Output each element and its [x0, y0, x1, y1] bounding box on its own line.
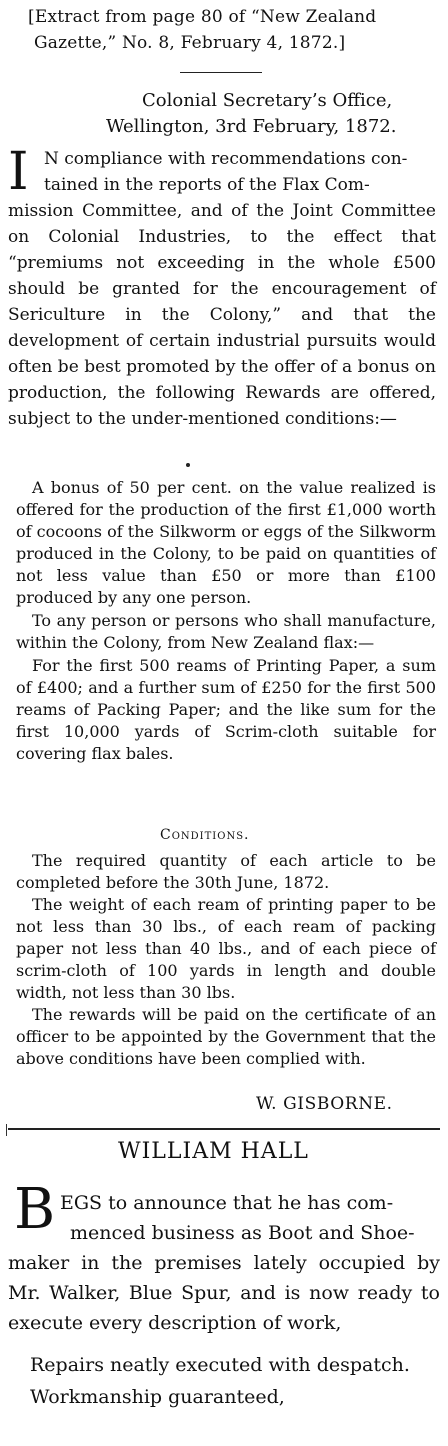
print-speck [186, 463, 190, 467]
advert-line1: EGS to announce that he has com- [60, 1192, 394, 1214]
advert-footer-guarantee: Workmanship guaranteed, [30, 1386, 285, 1408]
notice-intro-line2: tained in the reports of the Flax Com- [44, 175, 370, 195]
advert-footer-repairs: Repairs neatly executed with despatch. [30, 1354, 410, 1376]
notice-intro-body: mission Committee, and of the Joint Committee on Colonial Industries, to the effect that “premiums not exceeding in the whole £500 should be granted for the encouragement of Sericulture in the Colony,” and that the development of certain industrial pursuits would often be best promoted by the offer of a bonus on production, the following Rewards are offered, subject to the under-mentioned conditions:— [8, 201, 436, 429]
advert-dropcap: B [14, 1177, 56, 1242]
flax-intro-paragraph: To any person or persons who shall manufacture, within the Colony, from New Zealand flax:— [16, 611, 436, 652]
office-dateline: Wellington, 3rd February, 1872. [106, 116, 397, 137]
condition-2: The weight of each ream of printing paper to be not less than 30 lbs., of each ream of packing paper not less than 40 lbs., and of each piece of scrim-cloth of 100 yards in length and double width, not less than 30 lbs. [16, 895, 436, 1002]
paper-rewards-paragraph: For the first 500 reams of Printing Paper, a sum of £400; and a further sum of £250 for the first 500 reams of Packing Paper; and the like sum for the first 10,000 yards of Scrim-cloth suitable for covering flax bales. [16, 656, 436, 763]
condition-1: The required quantity of each article to be completed before the 30th June, 1872. [16, 851, 436, 892]
extract-header-line1: [Extract from page 80 of “New Zealand [28, 7, 377, 27]
advert-title: WILLIAM HALL [118, 1139, 309, 1164]
advert-divider [8, 1128, 440, 1130]
signature: W. GISBORNE. [256, 1094, 393, 1114]
office-name: Colonial Secretary’s Office, [142, 90, 393, 111]
conditions-heading: Conditions. [160, 827, 250, 843]
condition-3: The rewards will be paid on the certificate of an officer to be appointed by the Government that the above conditions have been complied with. [16, 1005, 436, 1068]
silk-bonus-paragraph: A bonus of 50 per cent. on the value realized is offered for the production of the first £1,000 worth of cocoons of the Silkworm or eggs of the Silkworm produced in the Colony, to be paid on quantities of not less value than £50 or more than £100 produced by any one person. [16, 478, 436, 607]
column-edge-mark [6, 1124, 7, 1136]
advert-body: maker in the premises lately occupied by Mr. Walker, Blue Spur, and is now ready to execute every description of work, [8, 1252, 440, 1334]
extract-header-line2: Gazette,” No. 8, February 4, 1872.] [34, 33, 346, 53]
advert-line2: menced business as Boot and Shoe- [70, 1222, 415, 1244]
section-divider [180, 72, 262, 73]
notice-dropcap: I [8, 142, 29, 202]
notice-intro-line1: N compliance with recommendations con- [44, 149, 408, 169]
